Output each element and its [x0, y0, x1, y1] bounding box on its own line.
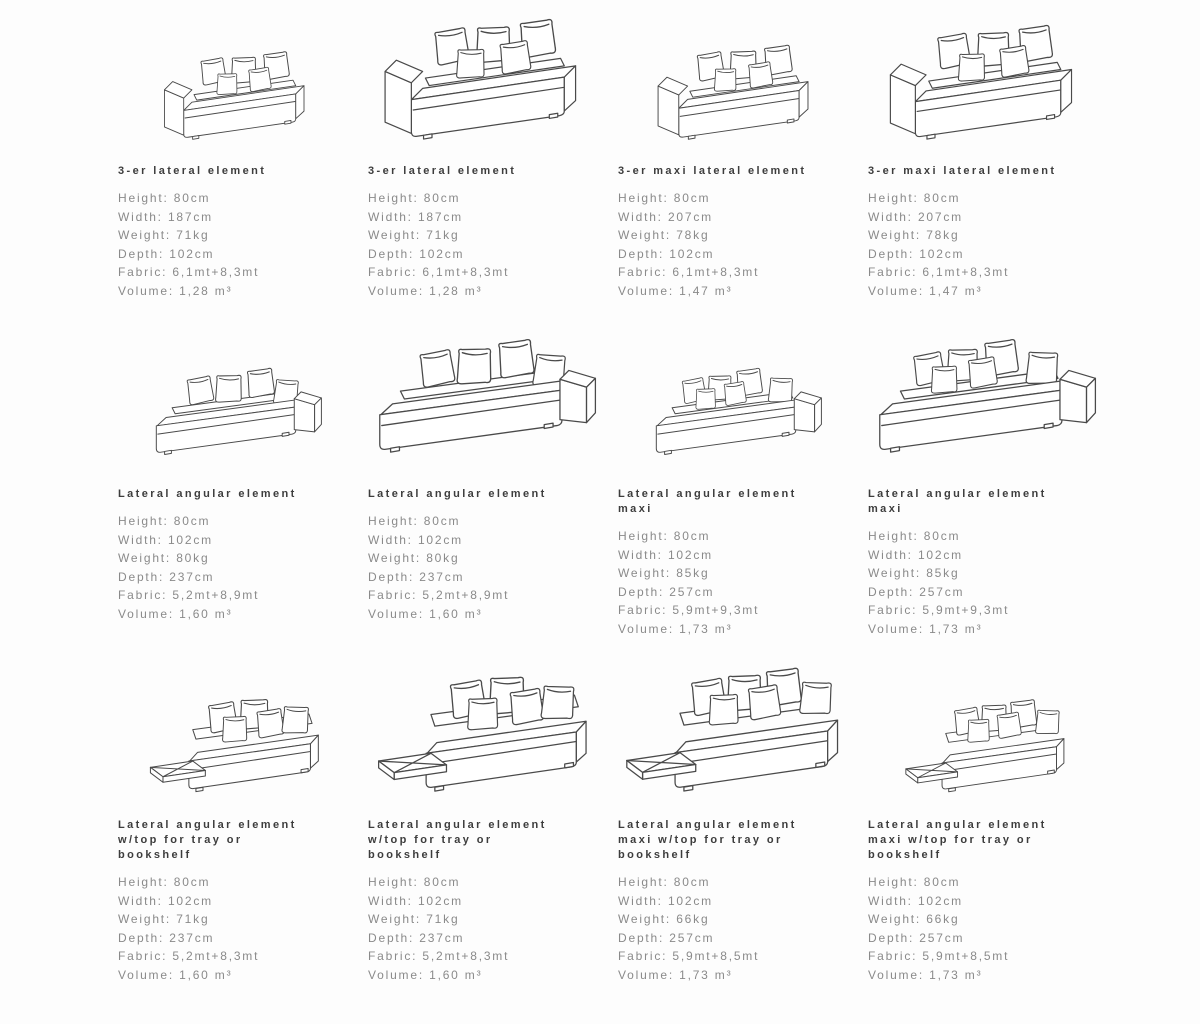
spec-line: Fabric: 6,1mt+8,3mt	[618, 265, 760, 279]
sofa-drawing-icon	[884, 24, 1102, 140]
spec-line: Depth: 237cm	[368, 569, 465, 584]
spec-line: Depth: 102cm	[618, 246, 715, 261]
spec-line: Volume: 1,73 m³	[868, 621, 983, 636]
spec-line: Width: 207cm	[618, 209, 713, 224]
sofa-symbol-use	[658, 45, 808, 139]
spec-line: Weight: 66kg	[868, 912, 960, 926]
product-title-line: w/top for tray or	[118, 834, 243, 846]
spec-line: Width: 102cm	[118, 893, 213, 908]
spec-line: Depth: 102cm	[868, 246, 965, 261]
product-title-line: Lateral angular element	[868, 488, 1047, 500]
sofa-illustration	[368, 662, 618, 794]
spec-line: Height: 80cm	[118, 191, 211, 205]
spec-line: Volume: 1,28 m³	[368, 283, 483, 298]
spec-line: Depth: 257cm	[618, 584, 715, 599]
product-title	[618, 487, 797, 517]
product-title-line: w/top for tray or	[368, 834, 493, 846]
product-title-line: 3-er maxi lateral element	[618, 165, 807, 177]
product-title-line: Lateral angular element	[118, 488, 297, 500]
spec-line: Fabric: 5,2mt+8,3mt	[368, 949, 510, 963]
product-title	[118, 487, 297, 502]
sofa-drawing-icon	[634, 364, 852, 462]
spec-line: Weight: 85kg	[618, 566, 710, 580]
spec-line: Volume: 1,60 m³	[118, 967, 233, 982]
spec-line: Volume: 1,60 m³	[118, 606, 233, 621]
product-title-line: maxi w/top for tray or	[618, 834, 783, 846]
spec-list	[618, 189, 759, 300]
sofa-drawing-icon	[873, 334, 1113, 462]
spec-line: Volume: 1,73 m³	[618, 621, 733, 636]
spec-line: Weight: 78kg	[868, 228, 960, 242]
product-title-line: bookshelf	[368, 849, 442, 861]
spec-line: Width: 102cm	[618, 893, 713, 908]
spec-line: Height: 80cm	[368, 514, 461, 528]
spec-line: Fabric: 6,1mt+8,3mt	[868, 265, 1010, 279]
spec-line: Height: 80cm	[618, 875, 711, 889]
product-cell	[368, 0, 618, 330]
sofa-illustration	[368, 0, 618, 140]
product-cell	[118, 330, 368, 662]
spec-line: Weight: 78kg	[618, 228, 710, 242]
sofa-drawing-icon	[374, 668, 612, 794]
spec-line: Height: 80cm	[868, 191, 961, 205]
product-title-line: Lateral angular element	[368, 819, 547, 831]
spec-list	[868, 527, 1009, 638]
spec-line: Depth: 237cm	[118, 930, 215, 945]
spec-line: Width: 207cm	[868, 209, 963, 224]
spec-line: Height: 80cm	[618, 191, 711, 205]
sofa-symbol-use	[380, 339, 596, 452]
sofa-symbol-use	[627, 668, 838, 791]
spec-line: Height: 80cm	[368, 875, 461, 889]
spec-line: Fabric: 5,2mt+8,3mt	[118, 949, 260, 963]
sofa-illustration	[118, 662, 368, 794]
product-title	[118, 818, 297, 863]
spec-line: Volume: 1,60 m³	[368, 606, 483, 621]
product-title-line: maxi	[618, 503, 653, 515]
sofa-symbol-use	[890, 25, 1071, 139]
product-title	[118, 164, 266, 179]
sofa-symbol-use	[156, 368, 321, 454]
spec-line: Volume: 1,47 m³	[618, 283, 733, 298]
spec-line: Depth: 257cm	[868, 584, 965, 599]
product-title	[368, 164, 516, 179]
product-title	[618, 164, 806, 179]
spec-line: Weight: 71kg	[368, 912, 460, 926]
spec-line: Fabric: 5,2mt+8,9mt	[368, 588, 510, 602]
sofa-illustration	[868, 0, 1118, 140]
sofa-illustration	[618, 662, 868, 794]
spec-line: Weight: 80kg	[118, 551, 210, 565]
sofa-symbol-use	[656, 368, 821, 454]
sofa-drawing-icon	[161, 48, 326, 140]
spec-line: Width: 102cm	[868, 547, 963, 562]
product-title	[868, 164, 1056, 179]
sofa-illustration	[368, 330, 618, 462]
spec-line: Depth: 237cm	[368, 930, 465, 945]
product-cell	[118, 0, 368, 330]
spec-line: Fabric: 5,2mt+8,9mt	[118, 588, 260, 602]
spec-list	[618, 527, 759, 638]
product-title-line: Lateral angular element	[868, 819, 1047, 831]
sofa-drawing-icon	[373, 334, 613, 462]
product-cell	[868, 0, 1118, 330]
product-cell	[118, 662, 368, 984]
product-title-line: 3-er lateral element	[118, 165, 267, 177]
spec-line: Fabric: 6,1mt+8,3mt	[118, 265, 260, 279]
spec-line: Height: 80cm	[868, 875, 961, 889]
sofa-drawing-icon	[890, 698, 1096, 794]
spec-line: Depth: 237cm	[118, 569, 215, 584]
spec-list	[368, 512, 509, 623]
spec-line: Weight: 80kg	[368, 551, 460, 565]
sofa-symbol-use	[150, 698, 318, 791]
spec-list	[368, 189, 509, 300]
spec-list	[368, 873, 509, 984]
product-cell	[368, 662, 618, 984]
sofa-drawing-icon	[125, 364, 361, 462]
spec-line: Width: 102cm	[118, 532, 213, 547]
spec-line: Width: 102cm	[368, 532, 463, 547]
product-title-line: bookshelf	[118, 849, 192, 861]
spec-line: Depth: 257cm	[618, 930, 715, 945]
sofa-illustration	[868, 662, 1118, 794]
product-title	[868, 818, 1047, 863]
spec-list	[118, 189, 259, 300]
sofa-symbol-use	[385, 19, 576, 139]
spec-line: Width: 102cm	[618, 547, 713, 562]
spec-list	[868, 189, 1009, 300]
product-cell	[868, 662, 1118, 984]
product-cell	[368, 330, 618, 662]
spec-line: Weight: 66kg	[618, 912, 710, 926]
spec-list	[618, 873, 759, 984]
sofa-illustration	[618, 330, 868, 462]
spec-line: Width: 102cm	[868, 893, 963, 908]
product-title-line: 3-er maxi lateral element	[868, 165, 1057, 177]
spec-line: Volume: 1,73 m³	[868, 967, 983, 982]
sofa-drawing-icon	[623, 666, 863, 794]
product-title-line: maxi w/top for tray or	[868, 834, 1033, 846]
product-title-line: bookshelf	[618, 849, 692, 861]
spec-line: Height: 80cm	[118, 514, 211, 528]
spec-list	[118, 873, 259, 984]
spec-line: Depth: 257cm	[868, 930, 965, 945]
spec-line: Weight: 85kg	[868, 566, 960, 580]
spec-line: Height: 80cm	[618, 529, 711, 543]
sofa-drawing-icon	[127, 692, 359, 794]
product-title-line: Lateral angular element	[368, 488, 547, 500]
product-title	[618, 818, 797, 863]
sofa-drawing-icon	[650, 44, 836, 140]
spec-line: Volume: 1,73 m³	[618, 967, 733, 982]
spec-line: Fabric: 6,1mt+8,3mt	[368, 265, 510, 279]
product-title	[368, 818, 547, 863]
product-title-line: Lateral angular element	[618, 488, 797, 500]
spec-line: Width: 102cm	[368, 893, 463, 908]
product-cell	[618, 0, 868, 330]
product-title-line: Lateral angular element	[618, 819, 797, 831]
spec-line: Weight: 71kg	[118, 228, 210, 242]
spec-line: Weight: 71kg	[118, 912, 210, 926]
spec-line: Height: 80cm	[368, 191, 461, 205]
product-title	[868, 487, 1047, 517]
spec-line: Volume: 1,60 m³	[368, 967, 483, 982]
spec-list	[868, 873, 1009, 984]
spec-line: Fabric: 5,9mt+8,5mt	[868, 949, 1010, 963]
spec-line: Fabric: 5,9mt+8,5mt	[618, 949, 760, 963]
sofa-drawing-icon	[379, 18, 607, 140]
sofa-symbol-use	[880, 339, 1096, 452]
product-title-line: maxi	[868, 503, 903, 515]
product-cell	[618, 662, 868, 984]
sofa-symbol-use	[379, 676, 586, 791]
product-cell	[868, 330, 1118, 662]
spec-list	[118, 512, 259, 623]
spec-line: Height: 80cm	[868, 529, 961, 543]
spec-line: Width: 187cm	[118, 209, 213, 224]
spec-line: Weight: 71kg	[368, 228, 460, 242]
product-title-line: Lateral angular element	[118, 819, 297, 831]
product-title-line: 3-er lateral element	[368, 165, 517, 177]
sofa-symbol-use	[906, 700, 1064, 792]
spec-line: Depth: 102cm	[118, 246, 215, 261]
sofa-symbol-use	[164, 52, 304, 140]
sofa-illustration	[618, 0, 868, 140]
product-title	[368, 487, 547, 502]
product-title-line: bookshelf	[868, 849, 942, 861]
spec-line: Height: 80cm	[118, 875, 211, 889]
sofa-illustration	[118, 330, 368, 462]
sofa-illustration	[118, 0, 368, 140]
sofa-illustration	[868, 330, 1118, 462]
spec-line: Width: 187cm	[368, 209, 463, 224]
spec-line: Fabric: 5,9mt+9,3mt	[618, 603, 760, 617]
spec-line: Fabric: 5,9mt+9,3mt	[868, 603, 1010, 617]
spec-line: Volume: 1,47 m³	[868, 283, 983, 298]
product-cell	[618, 330, 868, 662]
spec-line: Volume: 1,28 m³	[118, 283, 233, 298]
spec-line: Depth: 102cm	[368, 246, 465, 261]
